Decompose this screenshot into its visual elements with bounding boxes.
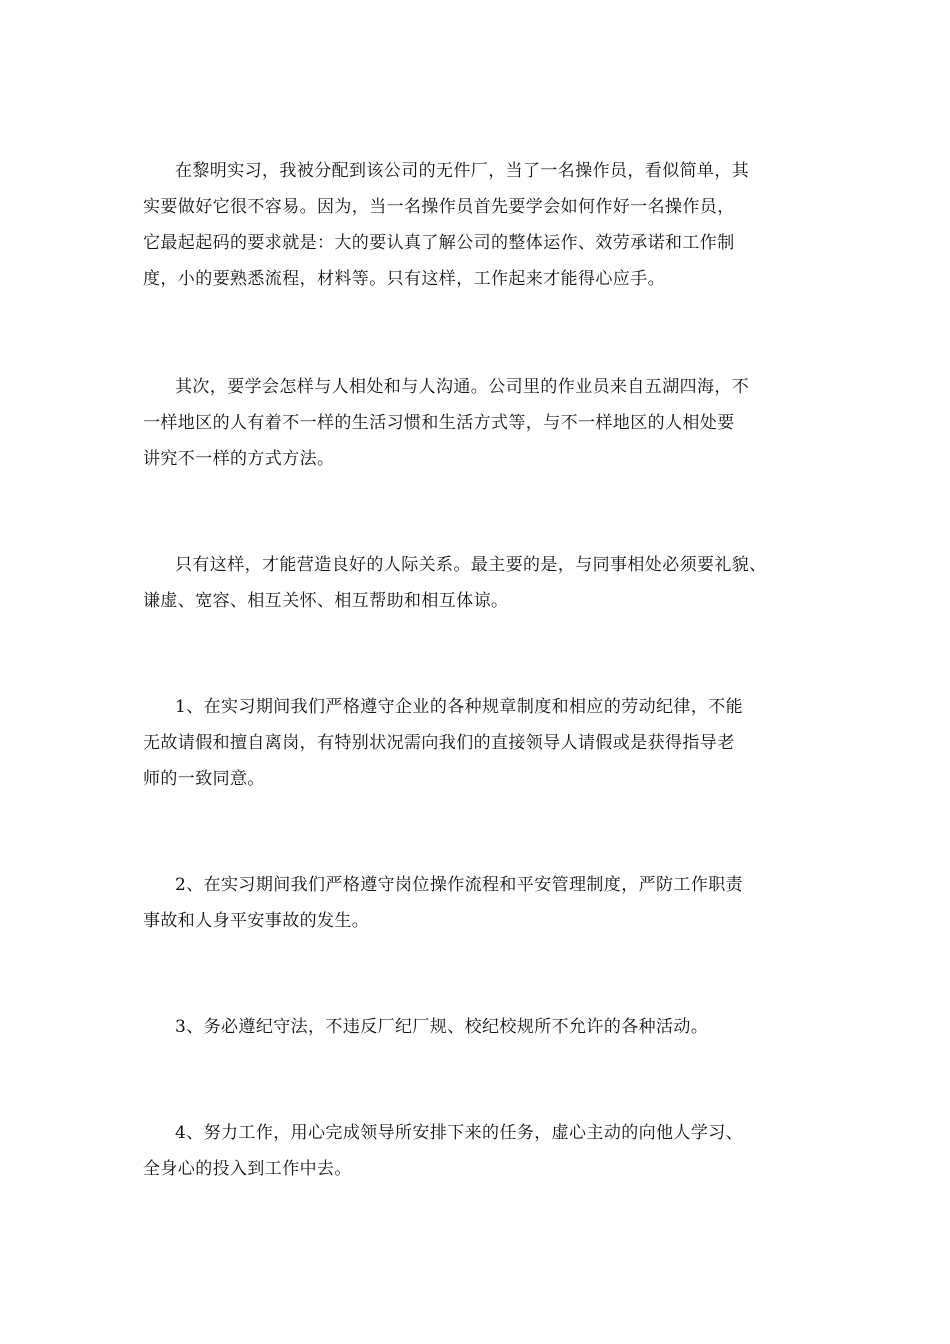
list-item-3 [143,1009,823,1045]
list-item-2 [143,867,823,939]
paragraph-line: 1、在实习期间我们严格遵守企业的各种规章制度和相应的劳动纪律，不能 [175,697,744,717]
list-item-1 [143,689,823,797]
paragraph-line: 4、努力工作，用心完成领导所安排下来的任务，虚心主动的向他人学习、 [175,1123,744,1143]
paragraph-line: 3、务必遵纪守法，不违反厂纪厂规、校纪校规所不允许的各种活动。 [175,1017,709,1037]
paragraph-line: 一样地区的人有着不一样的生活习惯和生活方式等，与不一样地区的人相处要 [143,413,735,433]
paragraph-line: 它最起起码的要求就是：大的要认真了解公司的整体运作、效劳承诺和工作制 [143,233,735,253]
paragraph-line: 讲究不一样的方式方法。 [143,449,335,469]
paragraph-line: 在黎明实习，我被分配到该公司的无件厂，当了一名操作员，看似简单，其 [175,161,750,181]
paragraph-line: 谦虚、宽容、相互关怀、相互帮助和相互体谅。 [143,591,509,611]
paragraph-line: 其次，要学会怎样与人相处和与人沟通。公司里的作业员来自五湖四海，不 [175,377,750,397]
paragraph-line: 2、在实习期间我们严格遵守岗位操作流程和平安管理制度，严防工作职责 [175,875,744,895]
list-item-4 [143,1115,823,1187]
paragraph-line: 无故请假和擅自离岗，有特别状况需向我们的直接领导人请假或是获得指导老 [143,733,735,753]
paragraph-line: 实要做好它很不容易。因为，当一名操作员首先要学会如何作好一名操作员， [143,197,735,217]
paragraph-line: 度，小的要熟悉流程，材料等。只有这样，工作起来才能得心应手。 [143,269,665,289]
paragraph-line: 事故和人身平安事故的发生。 [143,911,370,931]
paragraph-line: 师的一致同意。 [143,769,265,789]
paragraph-relationships [143,547,823,619]
paragraph-communication [143,369,823,477]
paragraph-internship-assignment [143,153,823,297]
paragraph-line: 只有这样，才能营造良好的人际关系。最主要的是，与同事相处必须要礼貌、 [175,555,767,575]
paragraph-line: 全身心的投入到工作中去。 [143,1159,352,1179]
